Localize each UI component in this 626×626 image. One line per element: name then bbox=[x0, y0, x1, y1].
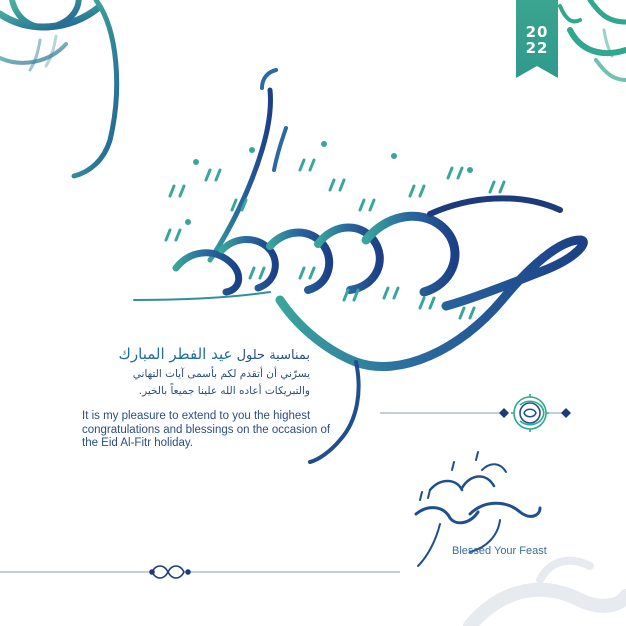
main-calligraphy bbox=[134, 70, 583, 462]
round-arabesque-medallion-icon bbox=[511, 394, 549, 432]
diamond-tip-icon bbox=[561, 408, 571, 418]
blessed-feast-caption: Blessed Your Feast bbox=[452, 545, 547, 557]
bottom-divider bbox=[0, 566, 400, 578]
corner-calligraphy-top-right bbox=[560, 0, 626, 80]
knot-divider-icon bbox=[150, 566, 190, 578]
medallion-divider bbox=[380, 394, 571, 432]
corner-calligraphy-top-left bbox=[0, 0, 117, 176]
diamond-tip-icon bbox=[499, 408, 509, 418]
watermark-calligraphy bbox=[470, 561, 626, 626]
year-bottom: 22 bbox=[525, 39, 549, 57]
year-top: 20 bbox=[525, 23, 549, 41]
arabic-prefix: بمناسبة حلول bbox=[236, 348, 310, 363]
arabic-greeting-title bbox=[119, 345, 310, 363]
arabic-eid-name: عيد الفطر المبارك bbox=[118, 345, 233, 363]
english-message: It is my pleasure to extend to you the highest congratulations and blessings on the occasion of the Eid Al-Fitr holiday. bbox=[82, 410, 331, 450]
arabic-line-1: يسرّني أن أتقدم لكم بأسمى آيات التهاني bbox=[132, 368, 310, 380]
arabic-line-2: والتبريكات أعاده الله علينا جميعاً بالخير. bbox=[138, 385, 310, 397]
